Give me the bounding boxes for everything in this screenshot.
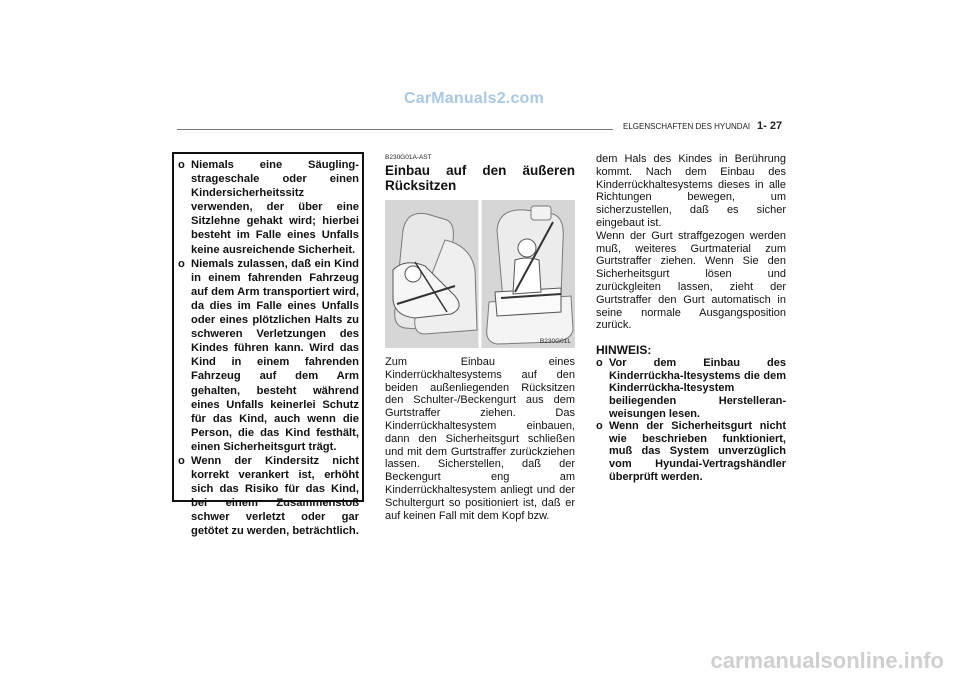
bullet: o [178, 454, 185, 467]
figure-code: B230G01L [539, 338, 571, 345]
page-number: 1- 27 [757, 120, 783, 132]
continuation-paragraph-1: dem Hals des Kindes in Berührung kommt. Nach dem Einbau des Kinderrückhaltesystems dieses in alle Richtungen bewegen, um sicherzustellen, daß es sicher eingebaut ist. [596, 153, 786, 229]
warning-box [172, 152, 364, 538]
warning-text: Niemals zulassen, daß ein Kind in einem fahrenden Fahrzeug auf dem Arm transportiert wird, da dies im Falle eines Unfalls oder eines plötzlichen Halts zu schweren Verletzungen des Kindes führen kann. Wird das Kind in einem fahrenden Fahrzeug auf dem Arm gehalten, besteht während eines Unfalls keinerlei Schutz für das Kind, auch wenn die Person, die das Kind festhält, einen Sicherheitsgurt trägt. [191, 257, 359, 453]
installation-paragraph: Zum Einbau eines Kinderrückhaltesystems auf den beiden außenliegenden Rücksitzen den Schulter-/Beckengurt aus dem Gurtstraffer ziehen. Das Kinderrückhaltesystem einbauen, dann den Sicherheitsgurt schließen und mit dem Gurtstraffer zurückziehen lassen. Sicherstellen, daß der Beckengurt eng am Kinderrückhaltesystem anliegt und der Schultergurt so positioniert ist, daß er auf keinen Fall mit dem Kopf bzw. [385, 356, 575, 522]
bullet: o [178, 159, 185, 171]
hinweis-item-2 [596, 420, 786, 483]
warning-text: Niemals eine Säugling-strageschale oder einen Kindersicherheitssitz verwenden, der über eine Sitzlehne gehakt wird; hierbei besteht im Falle eines Unfalls keine ausreichende Sicherheit. [191, 159, 359, 256]
watermark-site-bottom: carmanualsonline.info [710, 648, 944, 673]
warning-item-3 [178, 454, 359, 539]
warning-item-1 [178, 158, 359, 257]
section-header: ELGENSCHAFTEN DES HYUNDAI [623, 122, 751, 131]
warning-text: Wenn der Kindersitz nicht korrekt verankert ist, erhöht sich das Risiko für das Kind, bei einem Zusammenstoß schwer verletzt oder gar getötet zu werden, beträchtlich. [191, 454, 359, 538]
section-title: Einbau auf den äußeren Rücksitzen [385, 163, 575, 193]
hinweis-text: Wenn der Sicherheitsgurt nicht wie beschrieben funktioniert, muß das System unverzüglich vom Hyundai-Vertragshändler überprüft werden. [609, 420, 786, 483]
warning-item-2 [178, 257, 359, 454]
hinweis-title: HINWEIS: [596, 343, 652, 358]
bullet: o [596, 420, 603, 433]
header-rule [177, 129, 613, 130]
continuation-paragraph-2: Wenn der Gurt straffgezogen werden muß, weiteres Gurtmaterial zum Gurtstraffer ziehen. Wenn Sie den Sicherheitsgurt lösen und zurückgleiten lassen, zieht der Gurtstraffer den Gurt automatisch in seine normale Ausgangsposition zurück. [596, 229, 786, 332]
section-column [385, 154, 575, 522]
child-seat-drawing-icon [385, 200, 575, 348]
watermark-logo-top: CarManuals2.com [404, 90, 544, 107]
bullet: o [178, 257, 185, 270]
hinweis-item-1 [596, 357, 786, 420]
continuation-column [596, 153, 786, 483]
child-seat-illustration [385, 200, 575, 348]
hinweis-text: Vor dem Einbau des Kinderrückha-ltesystems die dem Kinderrückha-ltesystem beiliegenden Herstelleran-weisungen lesen. [609, 357, 786, 420]
section-code: B230G01A-AST [385, 154, 432, 161]
bullet: o [596, 357, 603, 370]
